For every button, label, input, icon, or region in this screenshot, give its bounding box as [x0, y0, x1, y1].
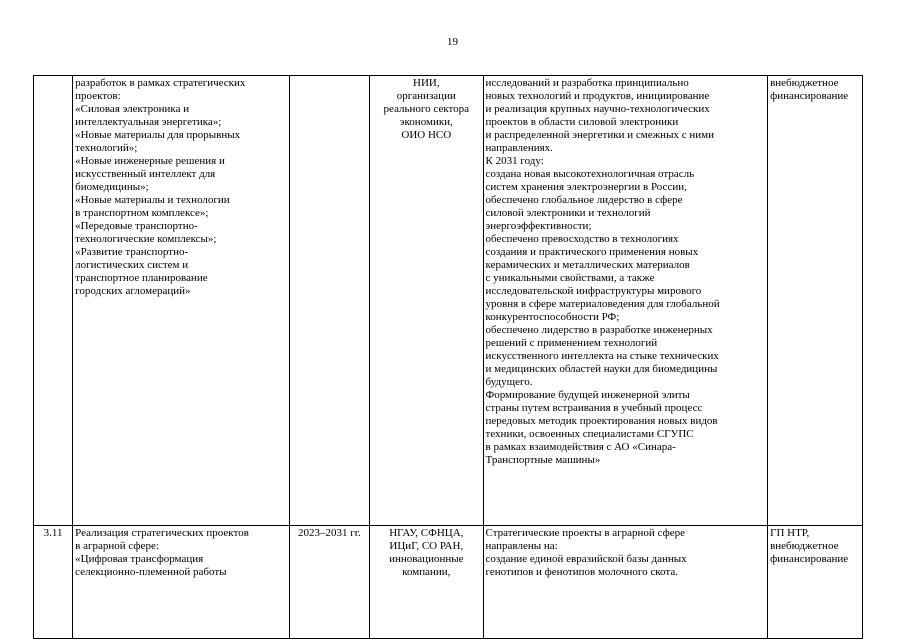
- row-number-cell: 3.11: [34, 526, 73, 639]
- result-text-line: конкурентоспособности РФ;: [485, 311, 620, 323]
- result-text-line: создания и практического применения новых: [485, 246, 699, 258]
- task-text-line: транспортное планирование: [75, 272, 208, 284]
- executors-text-line: ИЦиГ, СО РАН,: [389, 540, 464, 552]
- funding-text-line: внебюджетное: [770, 540, 839, 552]
- result-text-line: К 2031 году:: [485, 155, 544, 167]
- result-text-line: направлениях.: [485, 142, 553, 154]
- task-text-line: проектов:: [75, 90, 121, 102]
- result-text-line: создана новая высокотехнологичная отрасль: [485, 168, 695, 180]
- result-text-line: будущего.: [485, 376, 533, 388]
- result-text-line: исследовательской инфраструктуры мирового: [485, 285, 702, 297]
- result-text-line: проектов в области силовой электроники: [485, 116, 679, 128]
- result-text-line: Формирование будущей инженерной элиты: [485, 389, 690, 401]
- executors-text-line: организации: [396, 90, 456, 102]
- task-text-line: «Цифровая трансформация: [75, 553, 204, 565]
- result-text-line: систем хранения электроэнергии в России,: [485, 181, 687, 193]
- task-text-line: городских агломераций»: [75, 285, 191, 297]
- funding-text-line: финансирование: [770, 553, 849, 565]
- task-text-line: технологические комплексы»;: [75, 233, 217, 245]
- period-cell: 2023–2031 гг.: [289, 526, 369, 639]
- task-text-line: «Новые материалы и технологии: [75, 194, 230, 206]
- executors-text-line: НИИ,: [413, 77, 440, 89]
- task-text-line: разработок в рамках стратегических: [75, 77, 246, 89]
- result-text-line: уровня в сфере материаловедения для глобальной: [485, 298, 720, 310]
- period-cell: [289, 76, 369, 526]
- result-text-line: создание единой евразийской базы данных: [485, 553, 687, 565]
- executors-text-line: ОИО НСО: [401, 129, 452, 141]
- executors-text-line: реального сектора: [383, 103, 470, 115]
- result-text-line: энергоэффективности;: [485, 220, 592, 232]
- task-text-line: «Развитие транспортно-: [75, 246, 189, 258]
- result-text-line: техники, освоенных специалистами СГУПС: [485, 428, 694, 440]
- task-text-line: «Новые инженерные решения и: [75, 155, 225, 167]
- result-text-line: генотипов и фенотипов молочного скота.: [485, 566, 678, 578]
- funding-source-cell: [768, 76, 863, 526]
- task-cell: [73, 76, 290, 526]
- task-text-line: «Передовые транспортно-: [75, 220, 198, 232]
- task-text-line: интеллектуальная энергетика»;: [75, 116, 222, 128]
- result-text-line: направлены на:: [485, 540, 558, 552]
- result-text-line: с уникальными свойствами, а также: [485, 272, 655, 284]
- executors-cell: [370, 76, 483, 526]
- task-text-line: «Новые материалы для прорывных: [75, 129, 241, 141]
- result-text-line: решений с применением технологий: [485, 337, 658, 349]
- task-text-line: искусственный интеллект для: [75, 168, 216, 180]
- result-text-line: и распределенной энергетики и смежных с ними: [485, 129, 714, 141]
- executors-cell: [370, 526, 483, 639]
- result-text-line: силовой электроники и технологий: [485, 207, 651, 219]
- table-row: [34, 526, 863, 639]
- result-text-line: новых технологий и продуктов, инициирование: [485, 90, 710, 102]
- executors-text-line: компании,: [402, 566, 451, 578]
- result-text-line: передовых методик проектирования новых видов: [485, 415, 718, 427]
- task-text-line: логистических систем и: [75, 259, 189, 271]
- row-number-cell: [34, 76, 73, 526]
- task-text-line: в транспортном комплексе»;: [75, 207, 209, 219]
- result-cell: [483, 76, 768, 526]
- executors-text-line: экономики,: [399, 116, 453, 128]
- result-text-line: исследований и разработка принципиально: [485, 77, 689, 89]
- result-text-line: искусственного интеллекта на стыке технических: [485, 350, 719, 362]
- task-text-line: в аграрной сфере:: [75, 540, 159, 552]
- result-text-line: керамических и металлических материалов: [485, 259, 690, 271]
- funding-source-cell: [768, 526, 863, 639]
- executors-text-line: НГАУ, СФНЦА,: [389, 527, 464, 539]
- result-text-line: страны путем встраивания в учебный процесс: [485, 402, 703, 414]
- task-cell: [73, 526, 290, 639]
- result-text-line: обеспечено лидерство в разработке инженерных: [485, 324, 713, 336]
- task-text-line: технологий»;: [75, 142, 138, 154]
- plan-table: [33, 75, 863, 639]
- result-cell: [483, 526, 768, 639]
- result-text-line: Стратегические проекты в аграрной сфере: [485, 527, 685, 539]
- funding-text-line: ГП НТР,: [770, 527, 810, 539]
- funding-text-line: финансирование: [770, 90, 849, 102]
- page-number: 19: [447, 36, 458, 48]
- result-text-line: и медицинских областей науки для биомедицины: [485, 363, 718, 375]
- funding-text-line: внебюджетное: [770, 77, 839, 89]
- table-row: [34, 76, 863, 526]
- task-text-line: «Силовая электроника и: [75, 103, 190, 115]
- result-text-line: Транспортные машины»: [485, 454, 601, 466]
- result-text-line: в рамках взаимодействия с АО «Синара-: [485, 441, 676, 453]
- task-text-line: Реализация стратегических проектов: [75, 527, 249, 539]
- task-text-line: биомедицины»;: [75, 181, 149, 193]
- task-text-line: селекционно-племенной работы: [75, 566, 227, 578]
- result-text-line: обеспечено глобальное лидерство в сфере: [485, 194, 683, 206]
- executors-text-line: инновационные: [389, 553, 464, 565]
- result-text-line: обеспечено превосходство в технологиях: [485, 233, 679, 245]
- result-text-line: и реализация крупных научно-технологических: [485, 103, 710, 115]
